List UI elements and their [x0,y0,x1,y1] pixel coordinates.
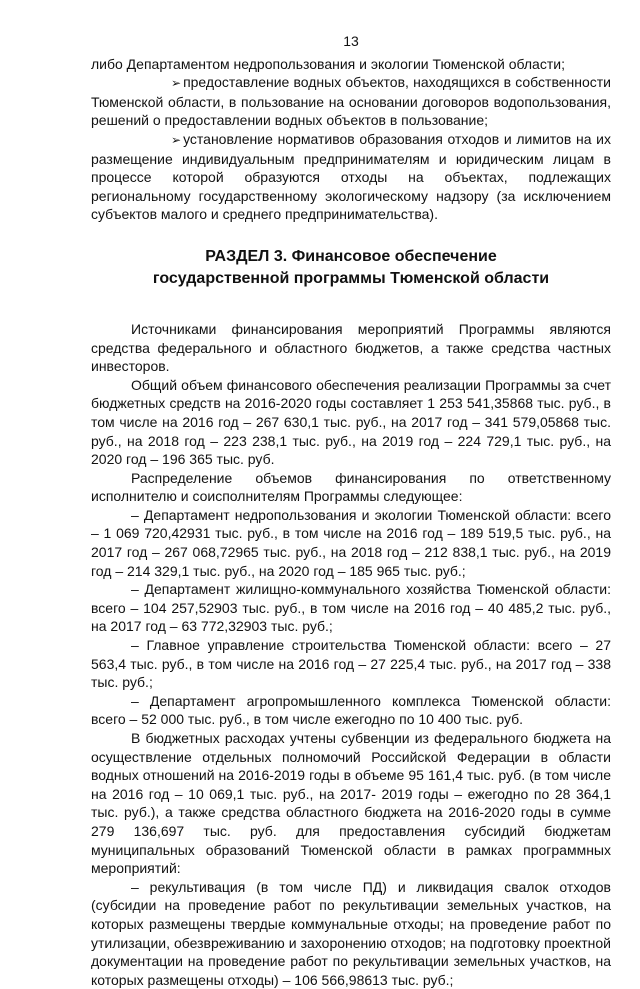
section-heading-line-2: государственной программы Тюменской области [152,269,550,287]
paragraph-recultivation: – рекультивация (в том числе ПД) и ликвидация свалок отходов (субсидии на проведение работ по рекультивации земельных участков, на которых размещены твердые коммунальные отходы; на проведение работ по утилизации, обезвреживанию и захоронению отходов; на подготовку проектной документации на проведение работ по рекультивации земельных участков, на которых размещены отходы) – 106 566,98613 тыс. руб.; [91,878,611,988]
paragraph-total-volume: Общий объем финансового обеспечения реализации Программы за счет бюджетных средств на 2016-2020 годы составляет 1 253 541,35868 тыс. руб., в том числе на 2016 год – 267 630,1 тыс. руб., на 2017 год – 341 579,05868 тыс. руб., на 2018 год – 223 238,1 тыс. руб., на 2019 год – 224 729,1 тыс. руб., на 2020 год – 196 365 тыс. руб. [91,376,611,468]
bullet-item [91,130,611,224]
paragraph-dept-subsoil-ecology: – Департамент недропользования и экологии Тюменской области: всего – 1 069 720,42931 тыс. руб., в том числе на 2016 год – 189 519,5 тыс. руб., на 2017 год – 267 068,72965 тыс. руб., на 2018 год – 212 838,1 тыс. руб., на 2019 год – 214 329,1 тыс. руб., на 2020 год – 185 965 тыс. руб.; [91,506,611,579]
bullet-item [91,73,611,130]
bullet-text: предоставление водных объектов, находящихся в собственности Тюменской области, в пользование на основании договоров водопользования, решений о предоставлении водных объектов в пользование; [91,74,611,129]
document-page [91,32,611,989]
paragraph-dept-housing: – Департамент жилищно-коммунального хозяйства Тюменской области: всего – 104 257,52903 тыс. руб., в том числе на 2016 год – 40 485,2 тыс. руб., на 2017 год – 63 772,32903 тыс. руб.; [91,581,611,635]
paragraph-continuation: либо Департаментом недропользования и экологии Тюменской области; [91,55,565,72]
section-heading-line-1: РАЗДЕЛ 3. Финансовое обеспечение [205,247,497,265]
arrow-bullet-icon: ➢ [171,132,182,147]
section-heading [91,246,611,290]
bullet-text: установление нормативов образования отходов и лимитов на их размещение индивидуальным предпринимателям и юридическим лицам в процессе которой образуются отходы на объектах, подлежащих региональному государственному экологическому надзору (за исключением субъектов малого и среднего предпринимательства). [91,130,611,223]
paragraph-construction-directorate: – Главное управление строительства Тюменской области: всего – 27 563,4 тыс. руб., в том числе на 2016 год – 27 225,4 тыс. руб., на 2017 год – 338 тыс. руб.; [91,637,611,691]
paragraph-distribution-intro: Распределение объемов финансирования по ответственному исполнителю и соисполнителям Программы следующее: [91,469,611,505]
paragraph-funding-sources: Источниками финансирования мероприятий Программы являются средства федерального и областного бюджетов, а также средства частных инвесторов. [91,320,611,375]
paragraph-dept-agro: – Департамент агропромышленного комплекса Тюменской области: всего – 52 000 тыс. руб., в том числе ежегодно по 10 400 тыс. руб. [91,692,611,728]
arrow-bullet-icon: ➢ [171,76,182,91]
paragraph-subventions: В бюджетных расходах учтены субвенции из федерального бюджета на осуществление отдельных полномочий Российской Федерации в области водных отношений на 2016-2019 годы в объеме 95 161,4 тыс. руб. (в том числе на 2016 год – 10 069,1 тыс. руб., на 2017- 2019 годы – ежегодно по 28 364,1 тыс. руб.), а также средства областного бюджета на 2016-2020 годы в сумме 279 136,697 тыс. руб. для предоставления субсидий бюджетам муниципальных образований Тюменской области в рамках программных мероприятий: [91,730,611,877]
page-number: 13 [343,33,359,49]
